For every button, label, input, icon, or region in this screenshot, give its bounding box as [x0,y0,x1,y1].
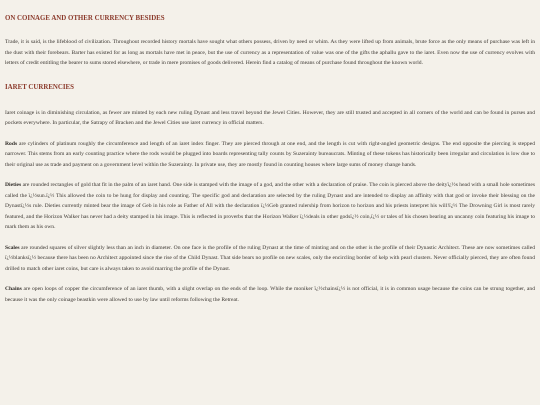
entry-text: are open loops of copper the circumference of an iaret thumb, with a slight overlap on the ends of the loop. While the moniker ï¿½chainsï¿½ is not official, it is in common usage because the coins can be strung together, and because it was the only coinage beastkin were allowed to use by law until reforms following the Retreat. [5,286,535,303]
entry-chains [5,284,535,305]
entry-text: are rounded squares of silver slightly less than an inch in diameter. On one face is the profile of the ruling Dynast at the time of minting and on the other is the profile of their Dynastic Architect. These are now sometimes called ï¿½blanksï¿½ because there has been no Architect appointed since the rise of the Child Dynast. That side bears no profile on new scales, only the encircling border of kelp with pearl clusters. Never officially pierced, they are often found drilled to match other iaret coins, but care is always taken to avoid marring the profile of the Dynast. [5,244,535,272]
entry-rods [5,139,535,171]
section-heading-coinage: ON COINAGE AND OTHER CURRENCY BESIDES [5,15,165,22]
entry-dieties [5,180,535,233]
entry-term: Dieties [5,182,22,188]
entry-term: Rods [5,140,18,147]
entry-text: are cylinders of platinum roughly the circumference and length of an iaret index finger. They are pierced through at one end, and the length is cut with right-angled geometric designs. The end opposite the piercing is stepped narrower. This stems from an early counting practice where the rods would be plugged into boards representing tally counts by Suzerainty bureaucrats. Minting of these tokens has historically been irregular and circulation is low due to their original use as trade and payment on a government level within the Suzerainty. In private use, they are mostly found in counting houses where large sums of money change hands. [5,140,535,168]
currencies-intro-paragraph: Iaret coinage is in diminishing circulation, as fewer are minted by each new ruling Dynast and less travel beyond the Jewel Cities. However, they are still trusted and accepted in all corners of the world and can be found in purses and pockets everywhere. In particular, the Satrapy of Bracken and the Jewel Cities use iaret currency in official matters. [5,109,535,126]
entry-text: are rounded rectangles of gold that fit in the palm of an iaret hand. One side is stamped with the image of a god, and the other with a declaration of praise. The coin is pierced above the deityï¿½s head with a small hole sometimes called the ï¿½sun.ï¿½ This allowed the coin to be hung for display and counting. The specific god and declaration are selected by the ruling Dynast and are intended to display an affinity with that god or invoke their blessing on the Dynastï¿½s rule. Dieties currently minted bear the image of Geb in his role as Father of All with the declaration ï¿½Geb granted rulership from horizon to horizon and his priests interpret his will!ï¿½ The Drowning Girl is most rarely featured, and the Horizon Walker has never had a deity stamped in his image. This is reflected in proverbs that the Horizon Walker ï¿½deals in other godsï¿½ coin,ï¿½ or tales of his chosen bearing an uncanny coin featuring his image to mark them as his own. [5,182,535,230]
entry-scales [5,243,535,275]
entry-term: Chains [5,286,22,292]
entry-term: Scales [5,244,20,251]
intro-paragraph: Trade, it is said, is the lifeblood of civilization. Throughout recorded history mortals have sought what others possess, driven by need or whim. As they were lifted up from animals, brute force as the only means of purchase was left in the dust with their forebears. Barter has existed for as long as mortals have met in peace, but the use of currency as a representation of value was one of the gifts the aphallu gave to the iaret. Even now the use of currency evolves with letters of credit entitling the bearer to sums stored elsewhere, or trade in mere promises of goods delivered. Herein find a catalog of means of purchase found throughout the known world. [5,39,535,66]
section-heading-iaret-currencies: IARET CURRENCIES [5,83,74,91]
iaret-currencies-section [5,108,535,306]
